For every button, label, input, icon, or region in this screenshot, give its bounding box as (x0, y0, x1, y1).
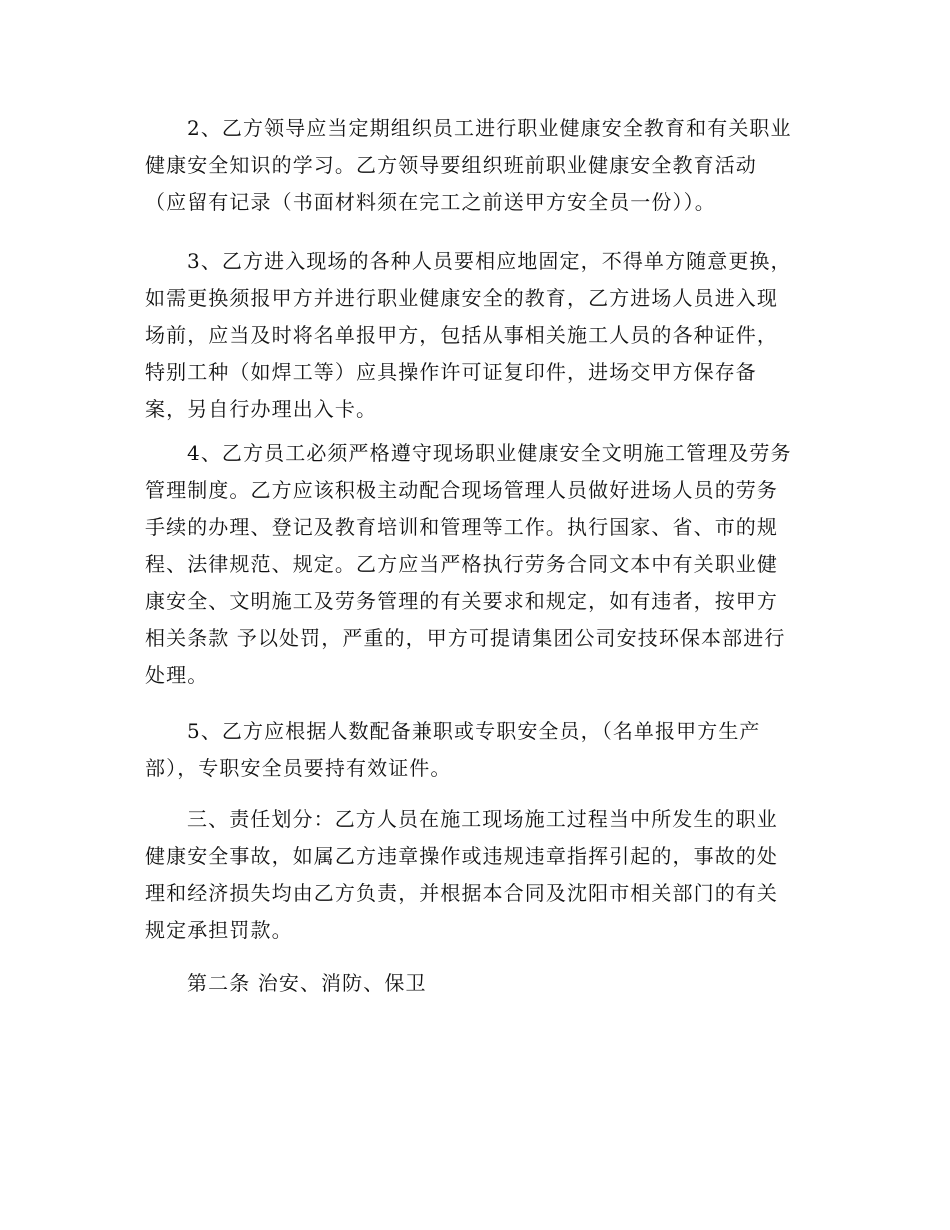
text-line: 案，另自行办理出入卡。 (145, 397, 378, 421)
text-line: 第二条 治安、消防、保卫 (187, 971, 427, 995)
text-line: 4、乙方员工必须严格遵守现场职业健康安全文明施工管理及劳务 (187, 441, 792, 465)
text-line: 管理制度。乙方应该积极主动配合现场管理人员做好进场人员的劳务 (145, 478, 778, 502)
text-line: 相关条款 予以处罚，严重的，甲方可提请集团公司安技环保本部进行 (145, 626, 786, 650)
paragraph-item-3 (145, 243, 810, 428)
text-line: 康安全、文明施工及劳务管理的有关要求和规定，如有违者，按甲方 (145, 589, 778, 613)
text-line: 健康安全事故，如属乙方违章操作或违规违章指挥引起的，事故的处 (145, 844, 778, 868)
text-line: 特别工种（如焊工等）应具操作许可证复印件，进场交甲方保存备 (145, 360, 757, 384)
text-line: 如需更换须报甲方并进行职业健康安全的教育，乙方进场人员进入现 (145, 286, 778, 310)
text-line: （应留有记录（书面材料须在完工之前送甲方安全员一份））。 (145, 190, 716, 214)
text-line: 部），专职安全员要持有效证件。 (145, 756, 452, 780)
paragraph-section-3 (145, 801, 810, 949)
text-line: 三、责任划分：乙方人员在施工现场施工过程当中所发生的职业 (187, 807, 778, 831)
paragraph-item-2 (145, 110, 810, 221)
paragraph-item-5 (145, 713, 810, 787)
text-line: 5、乙方应根据人数配备兼职或专职安全员，（名单报甲方生产 (187, 719, 761, 743)
text-line: 2、乙方领导应当定期组织员工进行职业健康安全教育和有关职业 (187, 116, 792, 140)
text-line: 理和经济损失均由乙方负责，并根据本合同及沈阳市相关部门的有关 (145, 881, 778, 905)
article-heading (145, 965, 810, 1002)
text-line: 手续的办理、登记及教育培训和管理等工作。执行国家、省、市的规 (145, 515, 778, 539)
text-line: 健康安全知识的学习。乙方领导要组织班前职业健康安全教育活动 (145, 153, 757, 177)
text-line: 场前，应当及时将名单报甲方，包括从事相关施工人员的各种证件， (145, 323, 778, 347)
text-line: 处理。 (145, 663, 209, 687)
text-line: 规定承担罚款。 (145, 918, 293, 942)
paragraph-item-4 (145, 435, 810, 694)
text-line: 程、法律规范、规定。乙方应当严格执行劳务合同文本中有关职业健 (145, 552, 778, 576)
text-line: 3、乙方进入现场的各种人员要相应地固定，不得单方随意更换， (187, 249, 792, 273)
